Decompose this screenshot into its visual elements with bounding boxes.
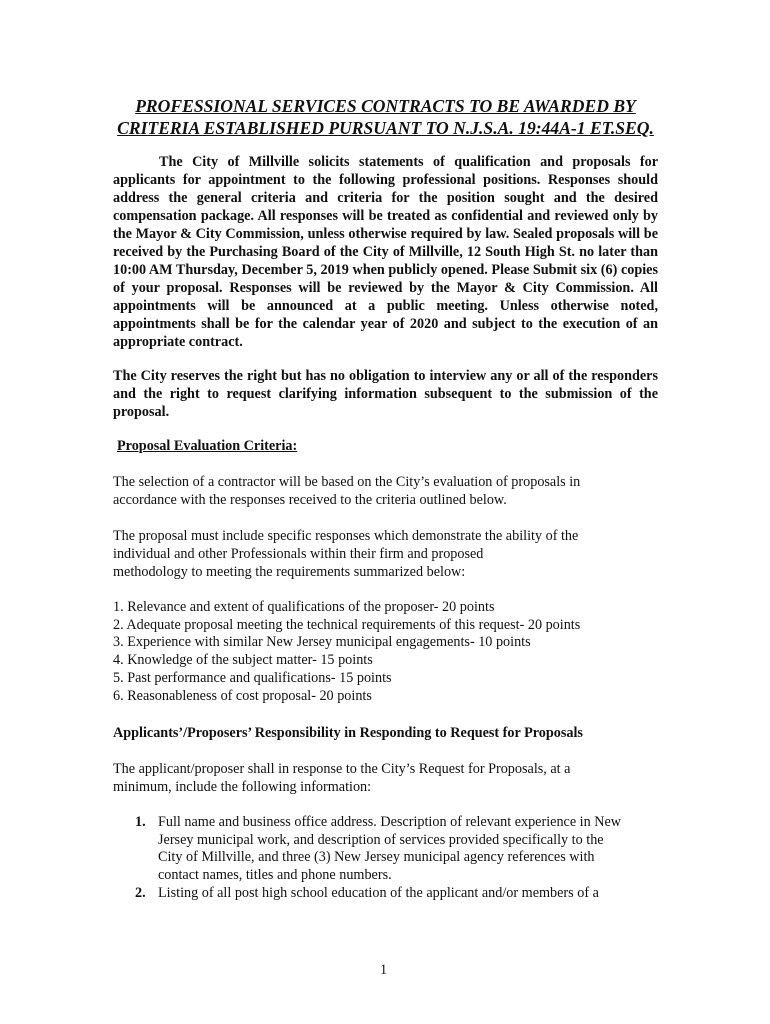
- proposal-line-3: methodology to meeting the requirements summarized below:: [113, 564, 466, 580]
- requirement-line: Listing of all post high school education of the applicant and/or members of a: [158, 884, 599, 901]
- responsibility-heading: Applicants’/Proposers’ Responsibility in Responding to Request for Proposals: [113, 725, 583, 741]
- criteria-item: 3. Experience with similar New Jersey municipal engagements- 10 points: [113, 634, 531, 651]
- document-title: [113, 95, 658, 139]
- criteria-item: 1. Relevance and extent of qualifications of the proposer- 20 points: [113, 599, 495, 615]
- requirement-line: Jersey municipal work, and description of services provided specifically to the: [158, 831, 604, 848]
- requirement-item: [113, 814, 658, 885]
- requirement-text: [158, 885, 658, 903]
- selection-line-1: The selection of a contractor will be based on the City’s evaluation of proposals in: [113, 474, 581, 490]
- requirement-line: Full name and business office address. Description of relevant experience in New: [158, 814, 622, 830]
- requirement-text: [158, 814, 658, 885]
- criteria-item: 2. Adequate proposal meeting the technical requirements of this request- 20 points: [113, 616, 581, 633]
- criteria-list: [113, 599, 658, 705]
- requirement-item: [113, 885, 658, 903]
- proposal-requirements-paragraph: [113, 527, 658, 581]
- reserve-rights-paragraph: The City reserves the right but has no obligation to interview any or all of the responders and the right to request clarifying information subsequent to the submission of the proposal.: [113, 368, 658, 420]
- title-line-1: PROFESSIONAL SERVICES CONTRACTS TO BE AWARDED BY: [135, 96, 636, 116]
- intro-paragraph: The City of Millville solicits statements of qualification and proposals for applicants for appointment to the following professional positions. Responses should address the general criteria and criteria for the position sought and the desired compensation package. All responses will be treated as confidential and reviewed only by the Mayor & City Commission, unless otherwise required by law. Sealed proposals will be received by the Purchasing Board of the City of Millville, 12 South High St. no later than 10:00 AM Thursday, December 5, 2019 when publicly opened. Please Submit six (6) copies of your proposal. Responses will be reviewed by the Mayor & City Commission. All appointments will be announced at a public meeting. Unless otherwise noted, appointments shall be for the calendar year of 2020 and subject to the execution of an appropriate contract.: [113, 154, 658, 350]
- applicant-line-1: The applicant/proposer shall in response to the City’s Request for Proposals, at a: [113, 761, 571, 777]
- selection-line-2: accordance with the responses received to the criteria outlined below.: [113, 492, 507, 508]
- requirement-number: 2.: [135, 884, 146, 901]
- proposal-line-1: The proposal must include specific responses which demonstrate the ability of the: [113, 528, 579, 544]
- page-number: 1: [380, 962, 388, 978]
- selection-paragraph: [113, 473, 658, 509]
- requirement-line: City of Millville, and three (3) New Jersey municipal agency references with: [158, 849, 595, 866]
- applicant-line-2: minimum, include the following information:: [113, 779, 372, 795]
- evaluation-criteria-heading: Proposal Evaluation Criteria:: [117, 438, 298, 454]
- title-line-2: CRITERIA ESTABLISHED PURSUANT TO N.J.S.A. 19:44A-1 ET.SEQ.: [117, 118, 654, 138]
- requirements-list: [113, 814, 658, 903]
- applicant-paragraph: [113, 760, 658, 796]
- criteria-item: 4. Knowledge of the subject matter- 15 points: [113, 652, 373, 669]
- requirement-number: 1.: [135, 814, 146, 830]
- criteria-item: 5. Past performance and qualifications- 15 points: [113, 669, 392, 686]
- proposal-line-2: individual and other Professionals within their firm and proposed: [113, 546, 484, 562]
- requirement-line: contact names, titles and phone numbers.: [158, 867, 392, 884]
- criteria-item: 6. Reasonableness of cost proposal- 20 points: [113, 687, 372, 704]
